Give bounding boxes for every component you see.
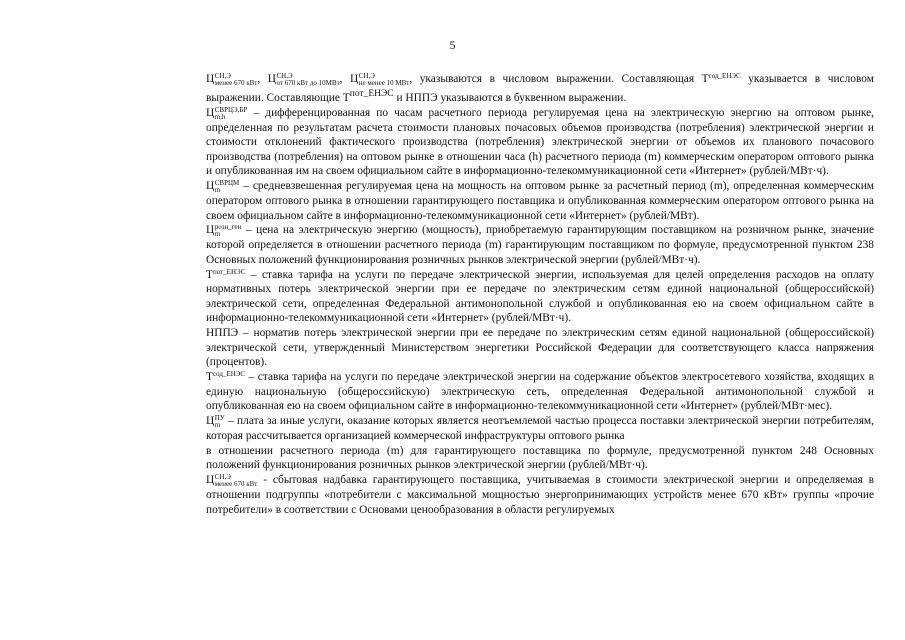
symbol-svrcm: Ц СВРЦМ m [206,179,240,195]
symbol-t-sod-enes: $Т^{сод\_ЕНЭС}$ [701,72,741,85]
paragraph-pu-continued: в отношении расчетного периода (m) для гарантирующего поставщика по формуле, предусмотренной пунктом 248 Основных положений функционирования розничных рынков электрической энергии (рублей/МВт·ч). [206,444,874,472]
symbol-sbyt-nadbavka-over-10: Ц СН,Э не менее 10 МВт [350,72,410,87]
symbol-t-sod-enes-def: $Т^{сод\_ЕНЭС}$ [206,370,246,384]
paragraph-sbyt-nadbavka: Ц СН,Э менее 670 кВт - сбытовая надбавка гарантирующего поставщика, учитываемая в стоимости электрической энергии и определяемая в отношении подгруппы «потребители с максимальной мощностью энергопринимающих устройств менее 670 кВт» группы «прочие потребители» в соответствии с Основами ценообразования в области регулируемых [206,473,874,516]
symbol-sbyt-nadbavka-670-10: Ц СН,Э от 670 кВт до 10МВт [267,72,340,87]
paragraph-svrcm: Ц СВРЦМ m – средневзвешенная регулируемая цена на мощность на оптовом рынке за расчетный период (m), определенная коммерческим оператором оптового рынка в отношении гарантирующего поставщика и опубликованная коммерческим оператором оптового рынка на своем официальном сайте в информационно-телекоммуникационной сети «Интернет» (рублей/МВт). [206,179,874,222]
paragraph-svrce-br: Ц СВРЦЭ,БР m,h – дифференцированная по часам расчетного периода регулируемая цена на электрическую энергию на оптовом рынке, определенная по результатам расчета стоимости плановых почасовых объемов производства (потребления) электрической энергии и стоимости отклонений фактического производства (потребления) электрической энергии от объемов их планового почасового производства (потребления) на оптовом рынке в отношении часа (h) расчетного периода (m) коммерческим оператором оптового рынка и опубликованная им на своем официальном сайте в информационно-телекоммуникационной сети «Интернет» (рублей/МВт·ч). [206,105,874,178]
symbol-sbyt-nadbavka-def: Ц СН,Э менее 670 кВт [206,473,258,489]
symbol-pu: Ц ПУ m [206,413,225,429]
symbol-t-pot-enes-sup: пот_ЕНЭС [349,89,394,99]
page-number: 5 [449,38,456,52]
paragraph-t-pot-enes: $Т^{пот\_ЕНЭС}$ – ставка тарифа на услуги по передаче электрической энергии, используемая для целей определения расходов на оплату нормативных потерь электрической энергии при ее передаче по электрическим сетям единой национальной (общероссийской) электрической сети, определенная Федеральной антимонопольной службой и опубликованная ею на своем официальном сайте в информационно-телекоммуникационной сети «Интернет» (рублей/МВт·ч). [206,267,874,325]
document-body [206,72,874,518]
paragraph-pu: Ц ПУ m – плата за иные услуги, оказание которых является неотъемлемой частью процесса поставки электрической энергии потребителям, которая рассчитывается организацией коммерческой инфраструктуры оптового рынка [206,413,874,442]
symbol-rozn-gen: Ц розн_ген m [206,223,242,239]
symbol-sbyt-nadbavka-less-670: Ц СН,Э менее 670 кВт [206,72,258,87]
paragraph-nppe: НППЭ – норматив потерь электрической энергии при ее передаче по электрическим сетям единой национальной (общероссийской) электрической сети, утвержденный Министерством энергетики Российской Федерации для соответствующего класса напряжения (процентов). [206,327,874,369]
paragraph-rozn-gen: Ц розн_ген m – цена на электрическую энергию (мощность), приобретаемую гарантирующим поставщиком на розничном рынке, значение которой определяется в отношении расчетного периода (m) гарантирующим поставщиком по формуле, предусмотренной пунктом 238 Основных положений функционирования розничных рынков электрической энергии (рублей/МВт·ч). [206,223,874,266]
symbol-t-pot-enes: $Т^{пот\_ЕНЭС}$ [206,267,246,281]
symbol-svrce-br: Ц СВРЦЭ,БР m,h [206,105,248,121]
paragraph-components-format: Ц СН,Э менее 670 кВт , Ц СН,Э от 670 кВт до 10МВт , Ц СН,Э не менее 10 МВт , указываются в числовом выражении. Составляющая $Т^{сод\_ЕНЭС}$ указывается в числовом выражении. Составляющие $Т^{пот\_ЕНЭС}$ и НППЭ указываются в буквенном выражении. [206,72,874,104]
paragraph-t-sod-enes: $Т^{сод\_ЕНЭС}$ – ставка тарифа на услуги по передаче электрической энергии на содержание объектов электросетевого хозяйства, входящих в единую национальную (общероссийскую) электрическую сеть, определенная Федеральной антимонопольной службой и опубликованная ею на своем официальном сайте в информационно-телекоммуникационной сети «Интернет» (рублей/МВт·мес). [206,370,874,412]
